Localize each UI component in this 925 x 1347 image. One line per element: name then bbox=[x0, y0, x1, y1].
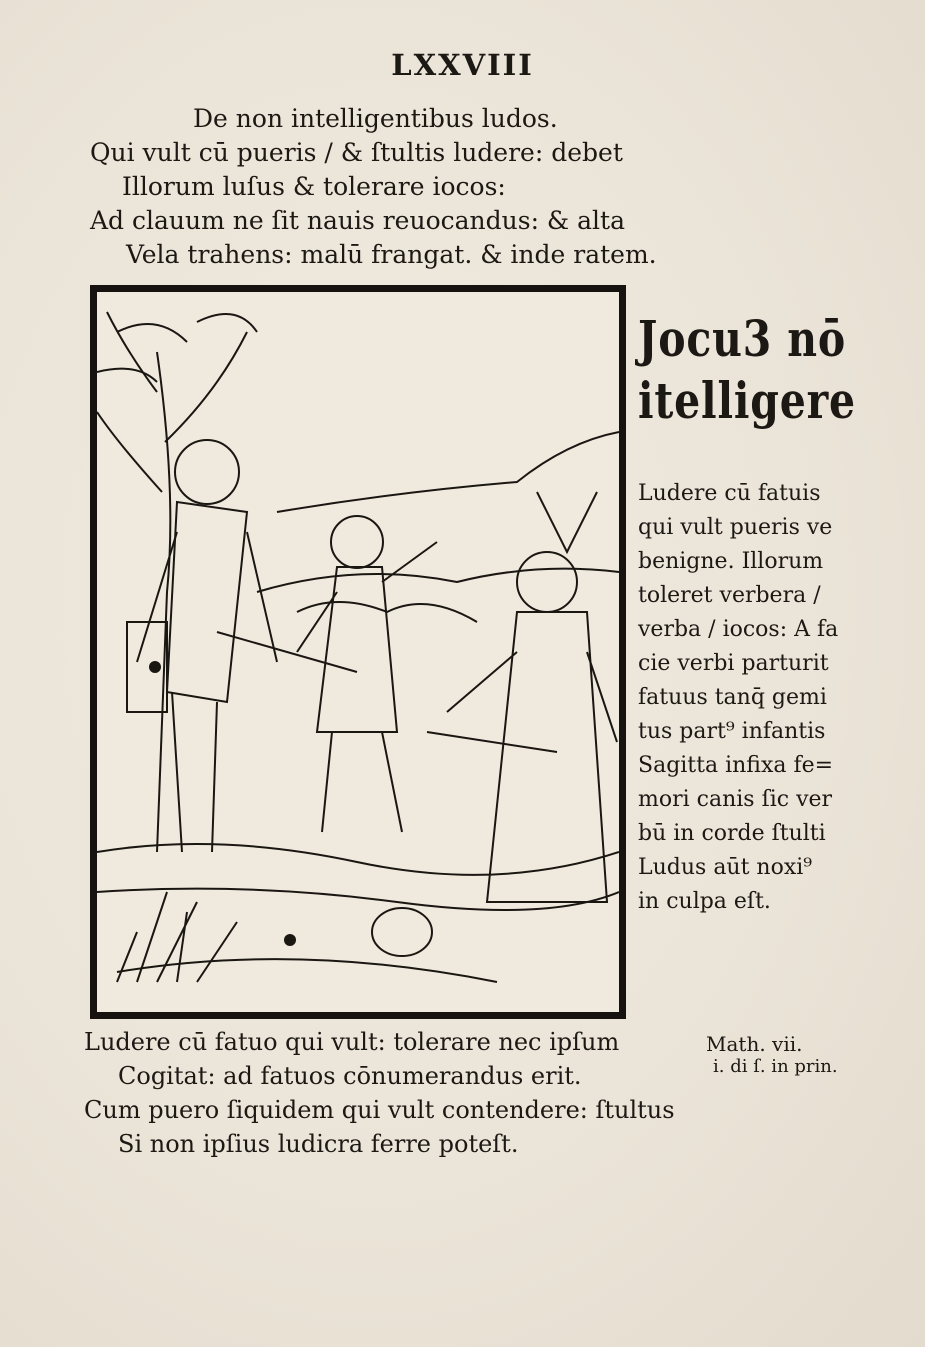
gloss-line: tus part⁹ infantis bbox=[638, 719, 826, 744]
gloss-line: fatuus tanq̄ gemi bbox=[638, 685, 827, 710]
gloss-line: Ludere cū fatuis bbox=[638, 481, 821, 506]
woodcut-drawing bbox=[97, 292, 619, 1012]
gloss-line: toleret verbera / bbox=[638, 583, 821, 608]
footer-verse-line: Cogitat: ad fatuos cōnumerandus erit. bbox=[118, 1062, 582, 1090]
footer-verse-line: Ludere cū fatuo qui vult: tolerare nec ipſum bbox=[84, 1028, 620, 1056]
footer-verse-line: Cum puero ſiquidem qui vult contendere: ſtultus bbox=[84, 1096, 675, 1124]
gloss-line: qui vult pueris ve bbox=[638, 515, 833, 540]
verse-line: Ad clauum ne ſit nauis reuocandus: & alta bbox=[90, 206, 625, 235]
verse-line: Illorum luſus & tolerare iocos: bbox=[122, 172, 506, 201]
verse-line: Vela trahens: malū frangat. & inde ratem. bbox=[126, 240, 657, 269]
gloss-line: mori canis ſic ver bbox=[638, 787, 833, 812]
gloss-line: bū in corde ſtulti bbox=[638, 821, 826, 846]
woodcut-illustration bbox=[90, 285, 626, 1019]
gloss-line: Sagitta infixa fe= bbox=[638, 753, 834, 778]
marginal-note-line: Math. vii. bbox=[706, 1032, 803, 1056]
footer-verse-line: Si non ipſius ludicra ferre poteſt. bbox=[118, 1130, 519, 1158]
gloss-line: Ludus aūt noxi⁹ bbox=[638, 855, 813, 880]
marginal-note-line: i. di ſ. in prin. bbox=[713, 1056, 838, 1077]
gloss-line: cie verbi parturit bbox=[638, 651, 829, 676]
gloss-line: verba / iocos: A fa bbox=[638, 617, 839, 642]
gloss-line: benigne. Illorum bbox=[638, 549, 824, 574]
heading-blackletter-line: Jocu3 nō bbox=[638, 309, 847, 368]
verse-line: Qui vult cū pueris / & ſtultis ludere: debet bbox=[90, 138, 623, 167]
folio-number: LXXVIII bbox=[391, 48, 534, 82]
heading-blackletter-line: itelligere bbox=[638, 371, 856, 430]
verse-title: De non intelligentibus ludos. bbox=[193, 104, 558, 133]
gloss-line: in culpa eſt. bbox=[638, 889, 771, 914]
